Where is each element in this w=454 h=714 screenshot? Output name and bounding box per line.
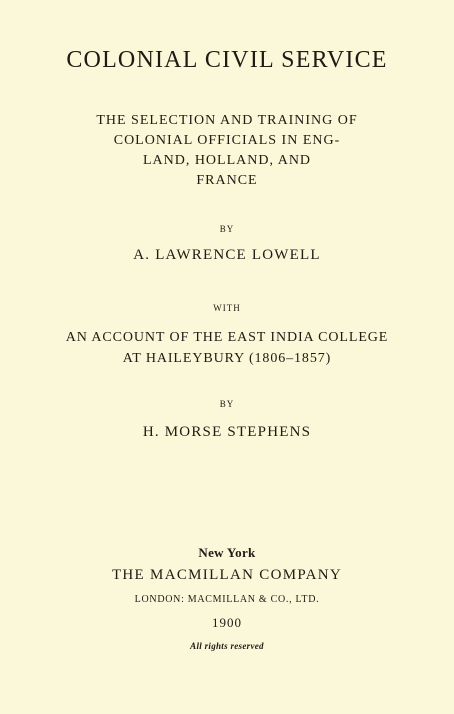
subtitle-line: FRANCE bbox=[196, 173, 258, 188]
subtitle-line: THE SELECTION AND TRAINING OF bbox=[96, 113, 358, 128]
subtitle-line: COLONIAL OFFICIALS IN ENG- bbox=[113, 133, 341, 148]
rights-notice: All rights reserved bbox=[190, 641, 264, 651]
publisher-name: THE MACMILLAN COMPANY bbox=[111, 567, 343, 583]
publication-year: 1900 bbox=[212, 615, 242, 630]
account-line: AN ACCOUNT OF THE EAST INDIA COLLEGE bbox=[65, 330, 389, 345]
book-title: COLONIAL CIVIL SERVICE bbox=[66, 47, 388, 73]
author-name: H. MORSE STEPHENS bbox=[142, 424, 312, 440]
by-label: BY bbox=[219, 399, 235, 409]
author-name: A. LAWRENCE LOWELL bbox=[133, 247, 321, 263]
london-imprint: LONDON: MACMILLAN & CO., LTD. bbox=[134, 594, 320, 605]
publication-place: New York bbox=[198, 545, 256, 560]
account-line: AT HAILEYBURY (1806–1857) bbox=[122, 351, 332, 366]
with-label: WITH bbox=[213, 303, 241, 313]
by-label: BY bbox=[219, 224, 235, 234]
subtitle-line: LAND, HOLLAND, AND bbox=[142, 153, 312, 168]
